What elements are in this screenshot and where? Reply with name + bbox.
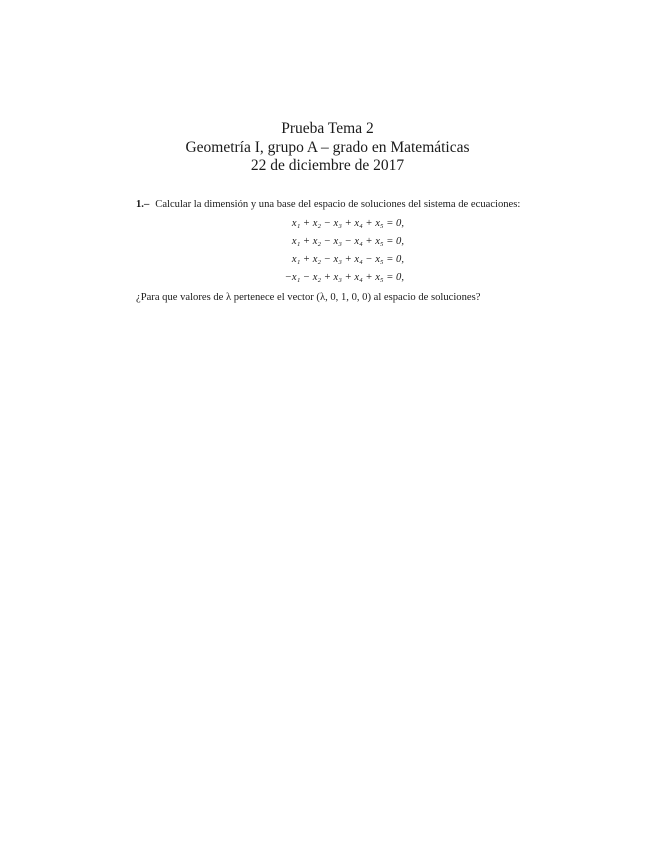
exam-date: 22 de diciembre de 2017 bbox=[250, 157, 405, 174]
equation-2: x₁ + x₂ − x₃ − x₄ + x₅ = 0, bbox=[291, 235, 404, 247]
equation-3: x₁ + x₂ − x₃ + x₄ − x₅ = 0, bbox=[291, 253, 404, 265]
equation-row bbox=[136, 235, 522, 253]
course-subtitle: Geometría I, grupo A – grado en Matemáticas bbox=[185, 138, 470, 156]
exam-title: Prueba Tema 2 bbox=[281, 120, 374, 137]
problem-statement: Calcular la dimensión y una base del espacio de soluciones del sistema de ecuaciones: bbox=[155, 199, 521, 210]
equation-4: −x₁ − x₂ + x₃ + x₄ + x₅ = 0, bbox=[284, 271, 404, 283]
equation-1: x₁ + x₂ − x₃ + x₄ + x₅ = 0, bbox=[291, 217, 404, 229]
problem-1 bbox=[136, 198, 522, 305]
problem-statement-paragraph bbox=[136, 198, 522, 213]
document-header bbox=[0, 120, 655, 176]
problem-number: 1.– bbox=[136, 199, 150, 210]
equation-row bbox=[136, 271, 522, 289]
equation-system bbox=[136, 217, 522, 289]
equation-row bbox=[136, 217, 522, 235]
problem-question: ¿Para que valores de λ pertenece el vector (λ, 0, 1, 0, 0) al espacio de soluciones? bbox=[136, 291, 481, 303]
equation-row bbox=[136, 253, 522, 271]
